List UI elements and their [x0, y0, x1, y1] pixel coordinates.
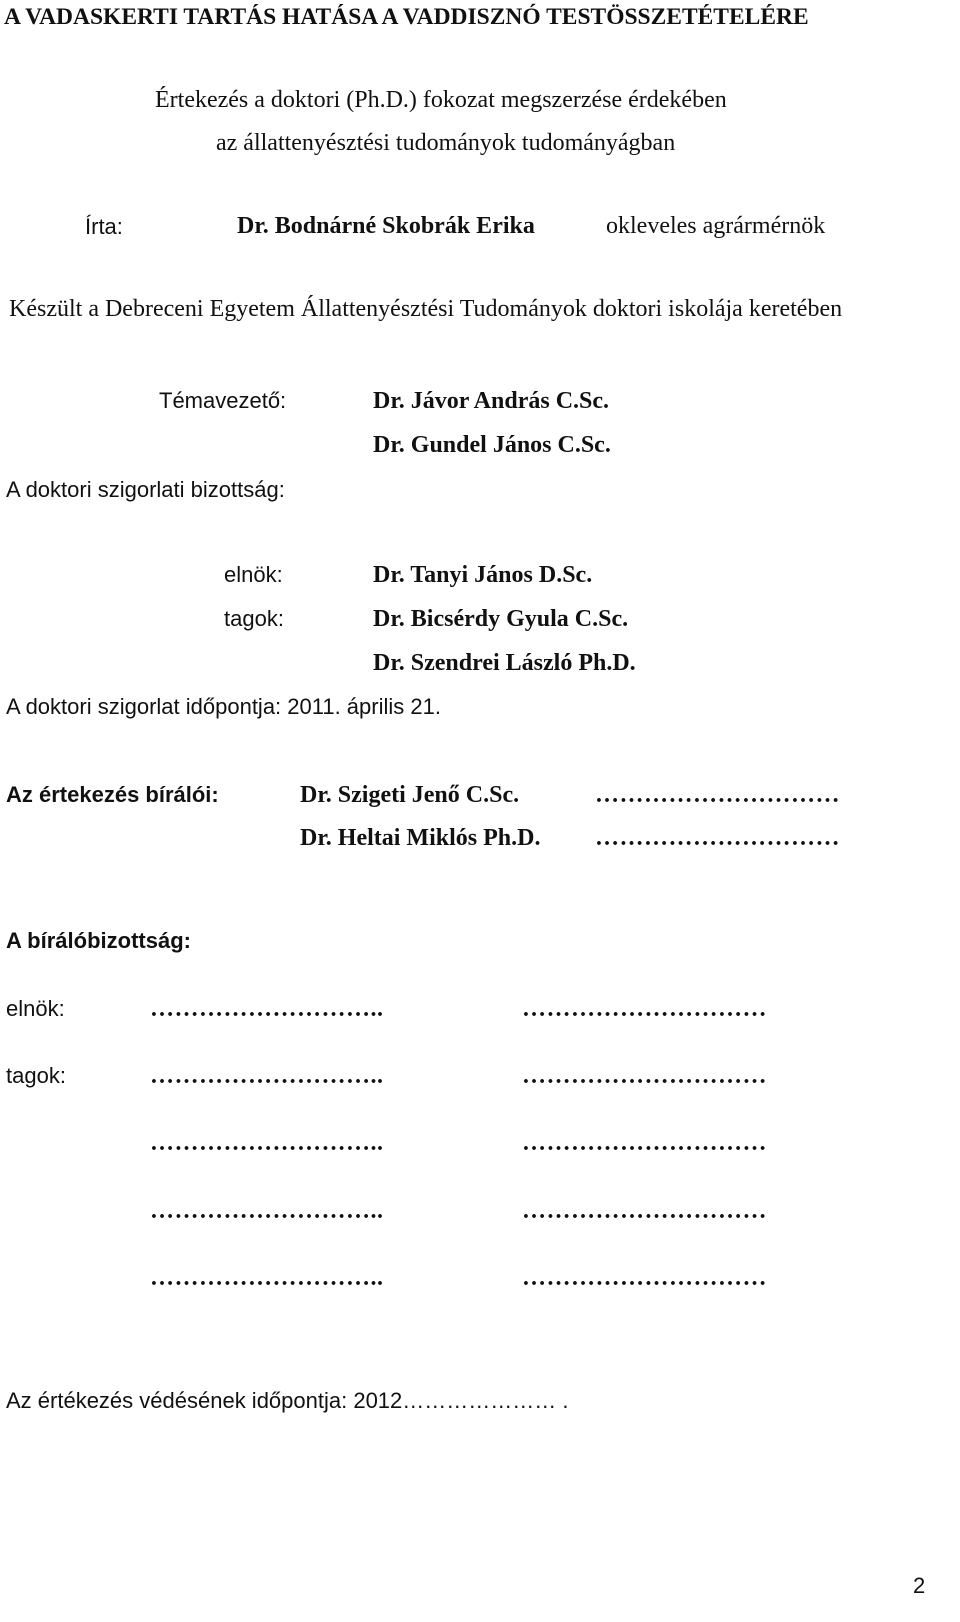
document-title: A VADASKERTI TARTÁS HATÁSA A VADDISZNÓ TESTÖSSZETÉTELÉRE [4, 4, 809, 30]
review-member-blank-left-4: ……………………….. [150, 1265, 384, 1291]
review-committee-label: A bírálóbizottság: [6, 928, 191, 953]
review-member-blank-right-2: ………………………… [522, 1130, 767, 1156]
review-member-blank-right-4: ………………………… [522, 1265, 767, 1291]
review-member-blank-left-2: ……………………….. [150, 1130, 384, 1156]
author-name: Dr. Bodnárné Skobrák Erika [237, 213, 535, 239]
review-chair-blank-right: ………………………… [522, 996, 767, 1022]
supervisor-label: Témavezető: [159, 388, 287, 413]
review-member-blank-right-3: ………………………… [522, 1198, 767, 1224]
reviewer-name-2: Dr. Heltai Miklós Ph.D. [300, 825, 541, 851]
exam-members-label: tagok: [224, 606, 284, 631]
review-member-blank-left-1: ……………………….. [150, 1063, 384, 1089]
reviewer-name-1: Dr. Szigeti Jenő C.Sc. [300, 782, 520, 808]
review-members-label: tagok: [6, 1063, 66, 1088]
subtitle-line-2: az állattenyésztési tudományok tudományágban [216, 130, 676, 156]
review-chair-blank-left: ……………………….. [150, 996, 384, 1022]
reviewer-blank-1: ………………………… [595, 782, 840, 808]
exam-chair-label: elnök: [224, 562, 283, 587]
defense-date-line: Az értékezés védésének időpontja: 2012………………… . [6, 1388, 569, 1413]
page-number: 2 [913, 1573, 926, 1598]
review-member-blank-left-3: ……………………….. [150, 1198, 384, 1224]
exam-date-line: A doktori szigorlat időpontja: 2011. április 21. [6, 694, 441, 719]
school-line: Készült a Debreceni Egyetem Állattenyésztési Tudományok doktori iskolája keretében [9, 296, 843, 322]
reviewers-label: Az értekezés bírálói: [6, 782, 219, 807]
exam-member-1: Dr. Bicsérdy Gyula C.Sc. [373, 606, 629, 632]
review-member-blank-right-1: ………………………… [522, 1063, 767, 1089]
supervisor-name-2: Dr. Gundel János C.Sc. [373, 432, 611, 458]
exam-chair-name: Dr. Tanyi János D.Sc. [373, 562, 593, 588]
exam-member-2: Dr. Szendrei László Ph.D. [373, 650, 636, 676]
subtitle-line-1: Értekezés a doktori (Ph.D.) fokozat megszerzése érdekében [155, 87, 727, 113]
exam-committee-label: A doktori szigorlati bizottság: [6, 477, 285, 502]
supervisor-name-1: Dr. Jávor András C.Sc. [373, 388, 610, 414]
author-qualification: okleveles agrármérnök [606, 213, 826, 239]
reviewer-blank-2: ………………………… [595, 825, 840, 851]
review-chair-label: elnök: [6, 996, 65, 1021]
author-label: Írta: [85, 214, 123, 239]
